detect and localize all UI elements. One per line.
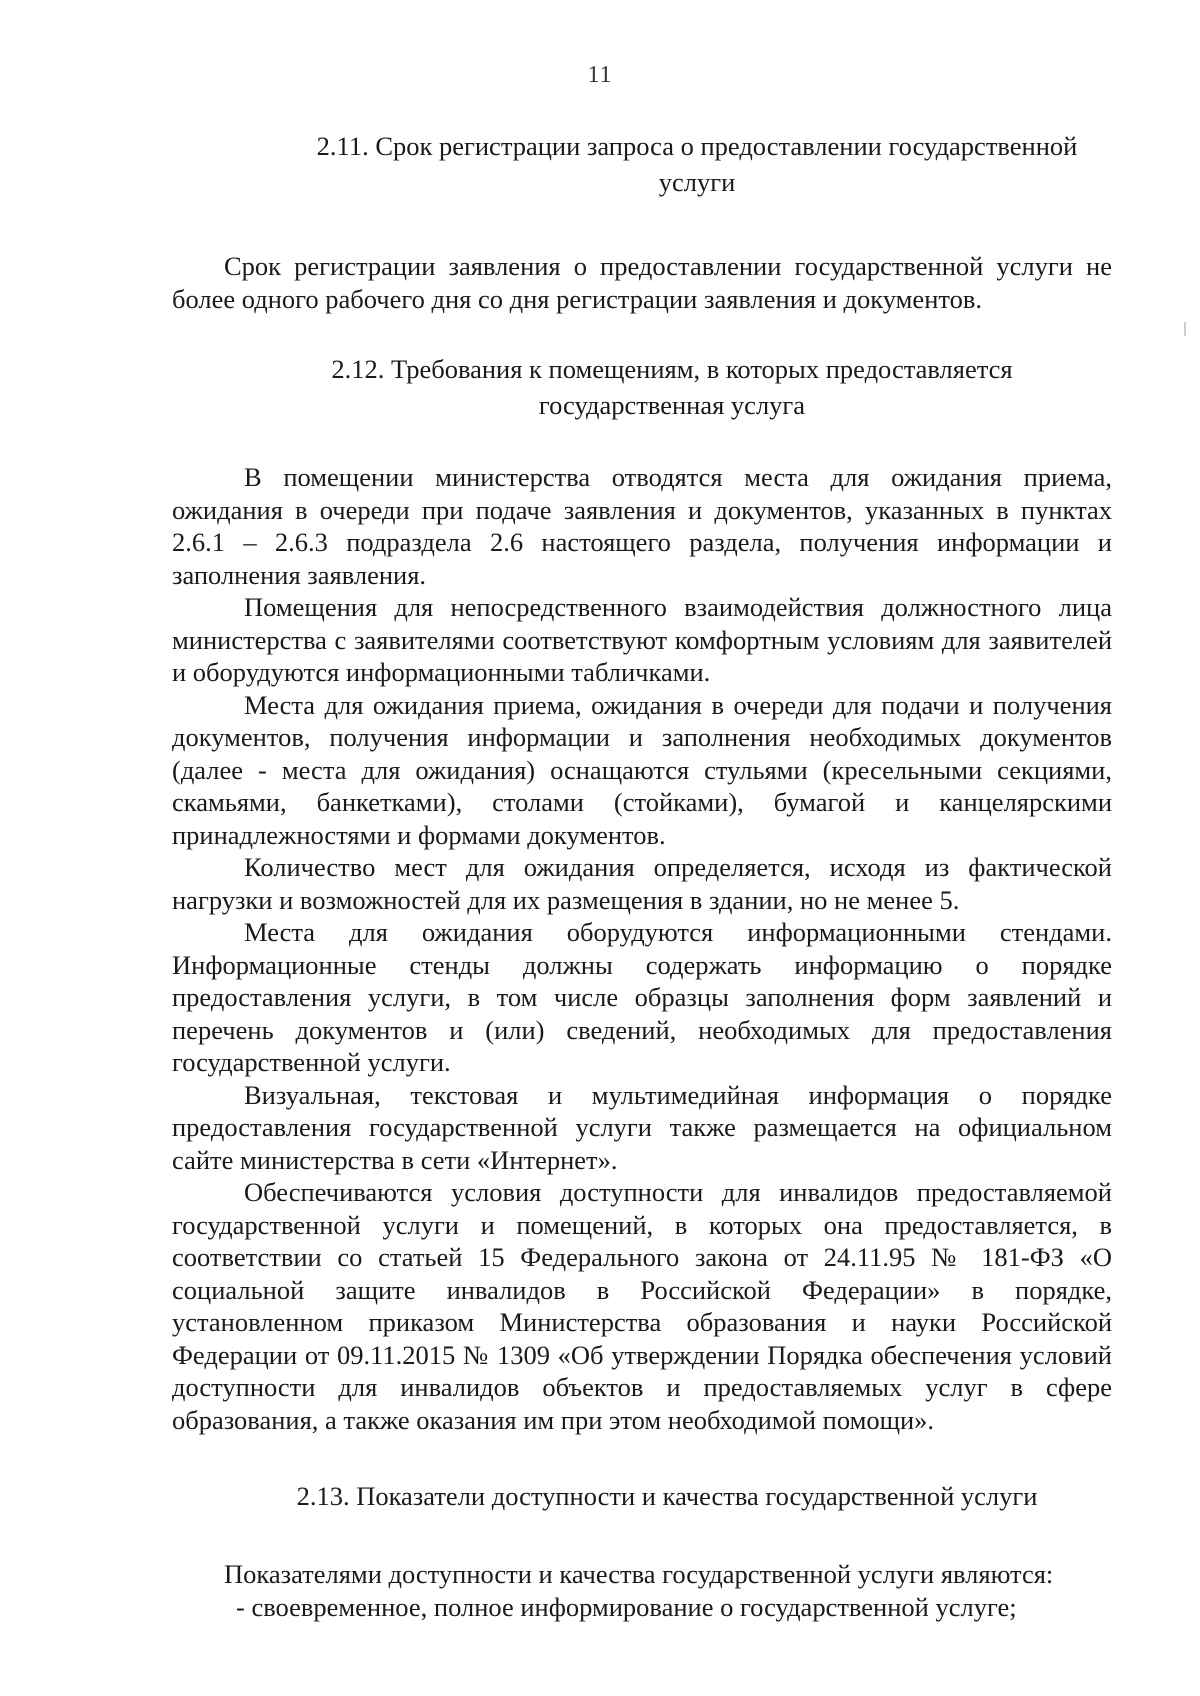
section-2-11-heading-line1: 2.11. Срок регистрации запроса о предоставлении государственной [316, 131, 1078, 161]
scan-artifact [1184, 322, 1186, 336]
section-2-13-heading [222, 1478, 1112, 1514]
section-2-13-intro: Показателями доступности и качества государственной услуги являются: [224, 1559, 1054, 1589]
section-2-12-paragraph-3: Места для ожидания приема, ожидания в очереди для подачи и получения документов, получения информации и заполнения необходимых документов (далее - места для ожидания) оснащаются стульями (кресельными секциями, скамьями, банкетками), столами (стойками), бумагой и канцелярскими принадлежностями и формами документов. [172, 689, 1112, 850]
page-number: 11 [587, 62, 613, 88]
section-2-12-heading-line2: государственная услуга [538, 390, 806, 420]
section-2-12-heading [232, 351, 1112, 423]
section-2-11-heading [242, 128, 1152, 200]
document-body [172, 128, 1112, 1623]
section-2-12-paragraph-4: Количество мест для ожидания определяется, исходя из фактической нагрузки и возможностей для их размещения в здании, но не менее 5. [172, 852, 1112, 915]
section-2-11-heading-line2: услуги [658, 167, 736, 197]
section-2-12-paragraph-7: Обеспечиваются условия доступности для инвалидов предоставляемой государственной услуги и помещений, в которых она предоставляется, в соответствии со статьей 15 Федерального закона от 24.11.95 № 181-ФЗ «О социальной защите инвалидов в Российской Федерации» в порядке, установленном приказом Министерства образования и науки Российской Федерации от 09.11.2015 № 1309 «Об утверждении Порядка обеспечения условий доступности для инвалидов объектов и предоставляемых услуг в сфере образования, а также оказания им при этом необходимой помощи». [172, 1177, 1112, 1435]
section-2-13-list-item: - своевременное, полное информирование о государственной услуге; [236, 1591, 1017, 1622]
section-2-12-paragraph-1: В помещении министерства отводятся места для ожидания приема, ожидания в очереди при подаче заявления и документов, указанных в пунктах 2.6.1 – 2.6.3 подраздела 2.6 настоящего раздела, получения информации и заполнения заявления. [172, 462, 1112, 590]
section-2-11-paragraph: Срок регистрации заявления о предоставлении государственной услуги не более одного рабочего дня со дня регистрации заявления и документов. [172, 251, 1112, 314]
section-2-12-heading-line1: 2.12. Требования к помещениям, в которых предоставляется [331, 354, 1013, 384]
section-2-12-paragraph-2: Помещения для непосредственного взаимодействия должностного лица министерства с заявителями соответствуют комфортным условиям для заявителей и оборудуются информационными табличками. [172, 592, 1112, 687]
section-2-12-paragraph-6: Визуальная, текстовая и мультимедийная информация о порядке предоставления государственной услуги также размещается на официальном сайте министерства в сети «Интернет». [172, 1079, 1112, 1175]
section-2-13-heading-line1: 2.13. Показатели доступности и качества государственной услуги [296, 1481, 1038, 1511]
section-2-12-paragraph-5: Места для ожидания оборудуются информационными стендами. Информационные стенды должны содержать информацию о порядке предоставления услуги, в том числе образцы заполнения форм заявлений и перечень документов и (или) сведений, необходимых для предоставления государственной услуги. [172, 917, 1112, 1077]
